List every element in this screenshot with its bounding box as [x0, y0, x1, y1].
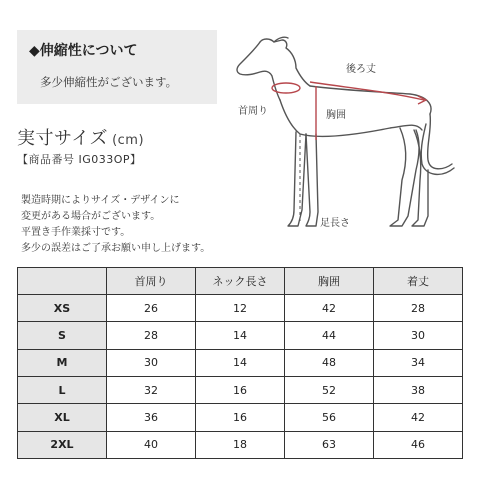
table-cell: 12 [196, 295, 285, 322]
stretch-note-title: ◆伸縮性について [29, 43, 138, 59]
table-header-cell [18, 268, 107, 295]
table-cell: 46 [374, 431, 463, 458]
label-chest: 胸囲 [326, 110, 346, 121]
dog-measurement-diagram [230, 30, 480, 240]
measurement-lines [272, 82, 426, 140]
table-header-row [18, 268, 463, 295]
table-cell: 56 [285, 404, 374, 431]
disclaimer-line: 多少の誤差はご了承お願い申し上げます。 [21, 243, 211, 254]
label-leg-length: 足長さ [320, 218, 350, 229]
size-unit: (cm) [112, 133, 145, 148]
size-section-title [17, 124, 144, 150]
table-header-cell: 首周り [107, 268, 196, 295]
table-cell: 36 [107, 404, 196, 431]
table-cell: 42 [374, 404, 463, 431]
table-cell: 44 [285, 322, 374, 349]
table-cell: 30 [107, 349, 196, 376]
size-title-text: 実寸サイズ [17, 128, 109, 149]
table-cell: 16 [196, 376, 285, 403]
table-row [18, 322, 463, 349]
table-row [18, 295, 463, 322]
table-cell: 63 [285, 431, 374, 458]
table-header-cell: 胸囲 [285, 268, 374, 295]
disclaimer-line: 変更がある場合がございます。 [21, 211, 161, 222]
table-cell: 28 [107, 322, 196, 349]
stretch-note-box [17, 30, 217, 104]
table-header-cell: 着丈 [374, 268, 463, 295]
stretch-note-subtitle: 多少伸縮性がございます。 [40, 75, 178, 89]
product-number: 【商品番号 IG033OP】 [17, 153, 142, 166]
table-cell: 18 [196, 431, 285, 458]
table-row [18, 431, 463, 458]
size-label-cell: M [18, 349, 107, 376]
table-cell: 38 [374, 376, 463, 403]
table-cell: 26 [107, 295, 196, 322]
table-cell: 14 [196, 349, 285, 376]
size-label-cell: 2XL [18, 431, 107, 458]
disclaimer [21, 193, 251, 257]
table-cell: 32 [107, 376, 196, 403]
size-table [17, 267, 463, 459]
disclaimer-line: 製造時期によりサイズ・デザインに [21, 195, 180, 206]
neck-measure-line [272, 83, 300, 93]
table-row [18, 376, 463, 403]
label-back-length: 後ろ丈 [346, 64, 376, 75]
table-cell: 40 [107, 431, 196, 458]
table-cell: 14 [196, 322, 285, 349]
table-cell: 16 [196, 404, 285, 431]
table-cell: 48 [285, 349, 374, 376]
table-header-cell: ネック長さ [196, 268, 285, 295]
table-row [18, 404, 463, 431]
table-cell: 28 [374, 295, 463, 322]
table-row [18, 349, 463, 376]
label-neck: 首周り [238, 106, 268, 117]
size-label-cell: S [18, 322, 107, 349]
disclaimer-line: 平置き手作業採寸です。 [21, 227, 131, 238]
size-label-cell: XS [18, 295, 107, 322]
size-label-cell: L [18, 376, 107, 403]
table-cell: 30 [374, 322, 463, 349]
table-cell: 42 [285, 295, 374, 322]
table-cell: 34 [374, 349, 463, 376]
table-cell: 52 [285, 376, 374, 403]
size-label-cell: XL [18, 404, 107, 431]
